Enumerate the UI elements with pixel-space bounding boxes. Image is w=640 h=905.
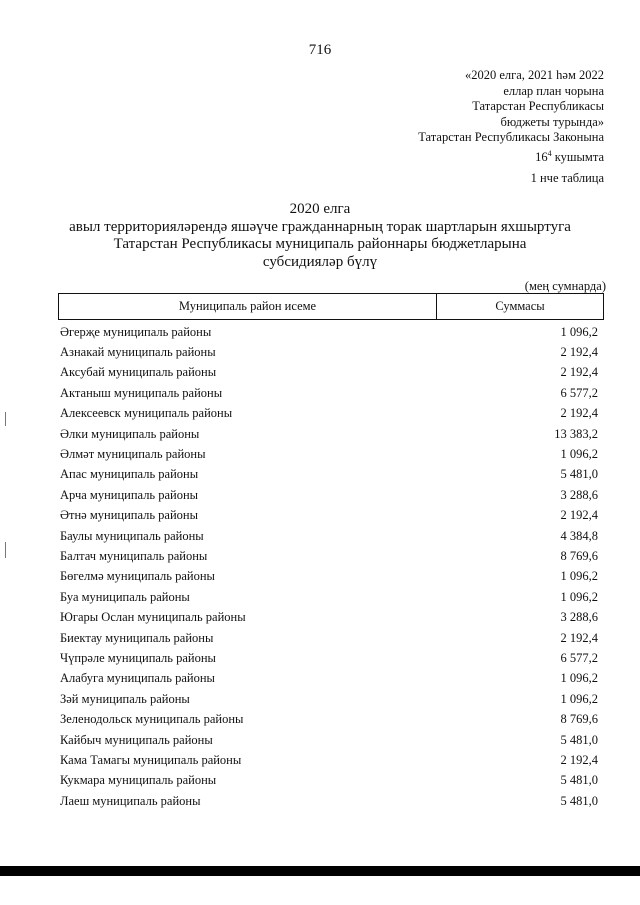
table-header (58, 293, 604, 320)
column-header-amount: Суммасы (495, 299, 545, 313)
district-name: Әлки муниципаль районы (60, 426, 200, 441)
appendix-number (418, 146, 604, 166)
law-reference-line: «2020 елга, 2021 һәм 2022 (464, 68, 604, 82)
district-name: Баулы муниципаль районы (60, 528, 204, 543)
district-name: Чүпрәле муниципаль районы (60, 650, 216, 665)
title-line: субсидияләр бүлү (262, 253, 378, 270)
district-name: Зеленодольск муниципаль районы (60, 712, 244, 727)
bottom-scan-border (0, 866, 640, 876)
subsidy-amount: 2 192,4 (560, 630, 598, 645)
district-name: Аксубай муниципаль районы (60, 365, 217, 380)
subsidy-amount: 1 096,2 (560, 447, 598, 462)
table-row (60, 424, 598, 444)
district-name: Әлмәт муниципаль районы (60, 447, 206, 462)
subsidy-amount: 8 769,6 (560, 548, 598, 563)
table-row (60, 465, 598, 485)
subsidy-amount: 1 096,2 (560, 324, 598, 339)
table-row (60, 383, 598, 403)
table-row (60, 730, 598, 750)
document-title (0, 201, 640, 271)
subsidy-amount: 2 192,4 (560, 365, 598, 380)
table-row (60, 628, 598, 648)
subsidy-amount: 3 288,6 (560, 487, 598, 502)
subsidy-amount: 5 481,0 (560, 732, 598, 747)
scan-mark (5, 542, 6, 558)
appendix-label: кушымта (551, 150, 604, 165)
district-name: Кама Тамагы муниципаль районы (60, 752, 242, 767)
appendix-number-main: 16 (535, 150, 548, 165)
table-row (60, 485, 598, 505)
law-reference-line: еллар план чорына (503, 83, 604, 98)
table-row (60, 648, 598, 668)
title-line: 2020 елга (289, 201, 351, 217)
district-name: Арча муниципаль районы (60, 487, 199, 502)
table-row (60, 689, 598, 709)
scan-mark (5, 412, 6, 426)
subsidy-amount: 1 096,2 (560, 589, 598, 604)
law-reference-line: Татарстан Республикасы Законына (418, 130, 604, 145)
table-row (60, 607, 598, 627)
column-header-district: Муниципаль район исеме (59, 294, 437, 319)
district-name: Балтач муниципаль районы (60, 548, 208, 563)
law-reference-note (418, 68, 604, 166)
appendix-number-superscript: 4 (547, 148, 552, 158)
table-row (60, 567, 598, 587)
district-name: Зәй муниципаль районы (60, 691, 190, 706)
table-row (60, 363, 598, 383)
table-row (60, 526, 598, 546)
district-name: Апас муниципаль районы (60, 467, 199, 482)
subsidy-amount: 5 481,0 (560, 773, 598, 788)
subsidy-amount: 2 192,4 (560, 345, 598, 360)
subsidy-amount: 5 481,0 (560, 467, 598, 482)
district-name: Биектау муниципаль районы (60, 630, 214, 645)
district-name: Кукмара муниципаль районы (60, 773, 217, 788)
district-name: Бөгелмә муниципаль районы (60, 569, 215, 584)
district-name: Әтнә муниципаль районы (60, 508, 199, 523)
title-line: Татарстан Республикасы муниципаль районнары бюджетларына (113, 236, 527, 252)
district-name: Актаныш муниципаль районы (60, 385, 223, 400)
table-row (60, 771, 598, 791)
subsidy-amount: 1 096,2 (560, 691, 598, 706)
unit-note: (мең сумнарда) (524, 279, 606, 293)
subsidy-amount: 5 481,0 (560, 793, 598, 808)
table-row (60, 546, 598, 566)
subsidy-amount: 6 577,2 (560, 385, 598, 400)
subsidy-amount: 2 192,4 (560, 406, 598, 421)
table-row (60, 750, 598, 770)
table-row (60, 506, 598, 526)
subsidy-amount: 1 096,2 (560, 569, 598, 584)
table-row (60, 322, 598, 342)
subsidy-amount: 3 288,6 (560, 610, 598, 625)
subsidy-amount: 8 769,6 (560, 712, 598, 727)
district-name: Буа муниципаль районы (60, 589, 190, 604)
subsidy-amount: 1 096,2 (560, 671, 598, 686)
district-name: Азнакай муниципаль районы (60, 345, 216, 360)
district-name: Әгерҗе муниципаль районы (60, 324, 212, 339)
table-body (60, 322, 598, 811)
table-row (60, 709, 598, 729)
page-number: 716 (308, 42, 332, 58)
district-name: Алексеевск муниципаль районы (60, 406, 233, 421)
table-row (60, 342, 598, 362)
subsidy-amount: 6 577,2 (560, 650, 598, 665)
title-line: авыл территорияләрендә яшәүче гражданнарның торак шартларын яхшыртуга (69, 218, 571, 235)
table-row (60, 669, 598, 689)
table-row (60, 404, 598, 424)
law-reference-line: бюджеты турында» (500, 114, 604, 129)
subsidy-amount: 4 384,8 (560, 528, 598, 543)
table-number-label: 1 нче таблица (530, 171, 604, 185)
subsidy-amount: 13 383,2 (554, 426, 598, 441)
table-row (60, 791, 598, 811)
table-row (60, 444, 598, 464)
subsidy-amount: 2 192,4 (560, 508, 598, 523)
district-name: Алабуга муниципаль районы (60, 671, 215, 686)
subsidy-amount: 2 192,4 (560, 752, 598, 767)
district-name: Югары Ослан муниципаль районы (60, 610, 246, 625)
district-name: Лаеш муниципаль районы (60, 793, 201, 808)
table-row (60, 587, 598, 607)
law-reference-line: Татарстан Республикасы (472, 99, 604, 114)
district-name: Кайбыч муниципаль районы (60, 732, 213, 747)
